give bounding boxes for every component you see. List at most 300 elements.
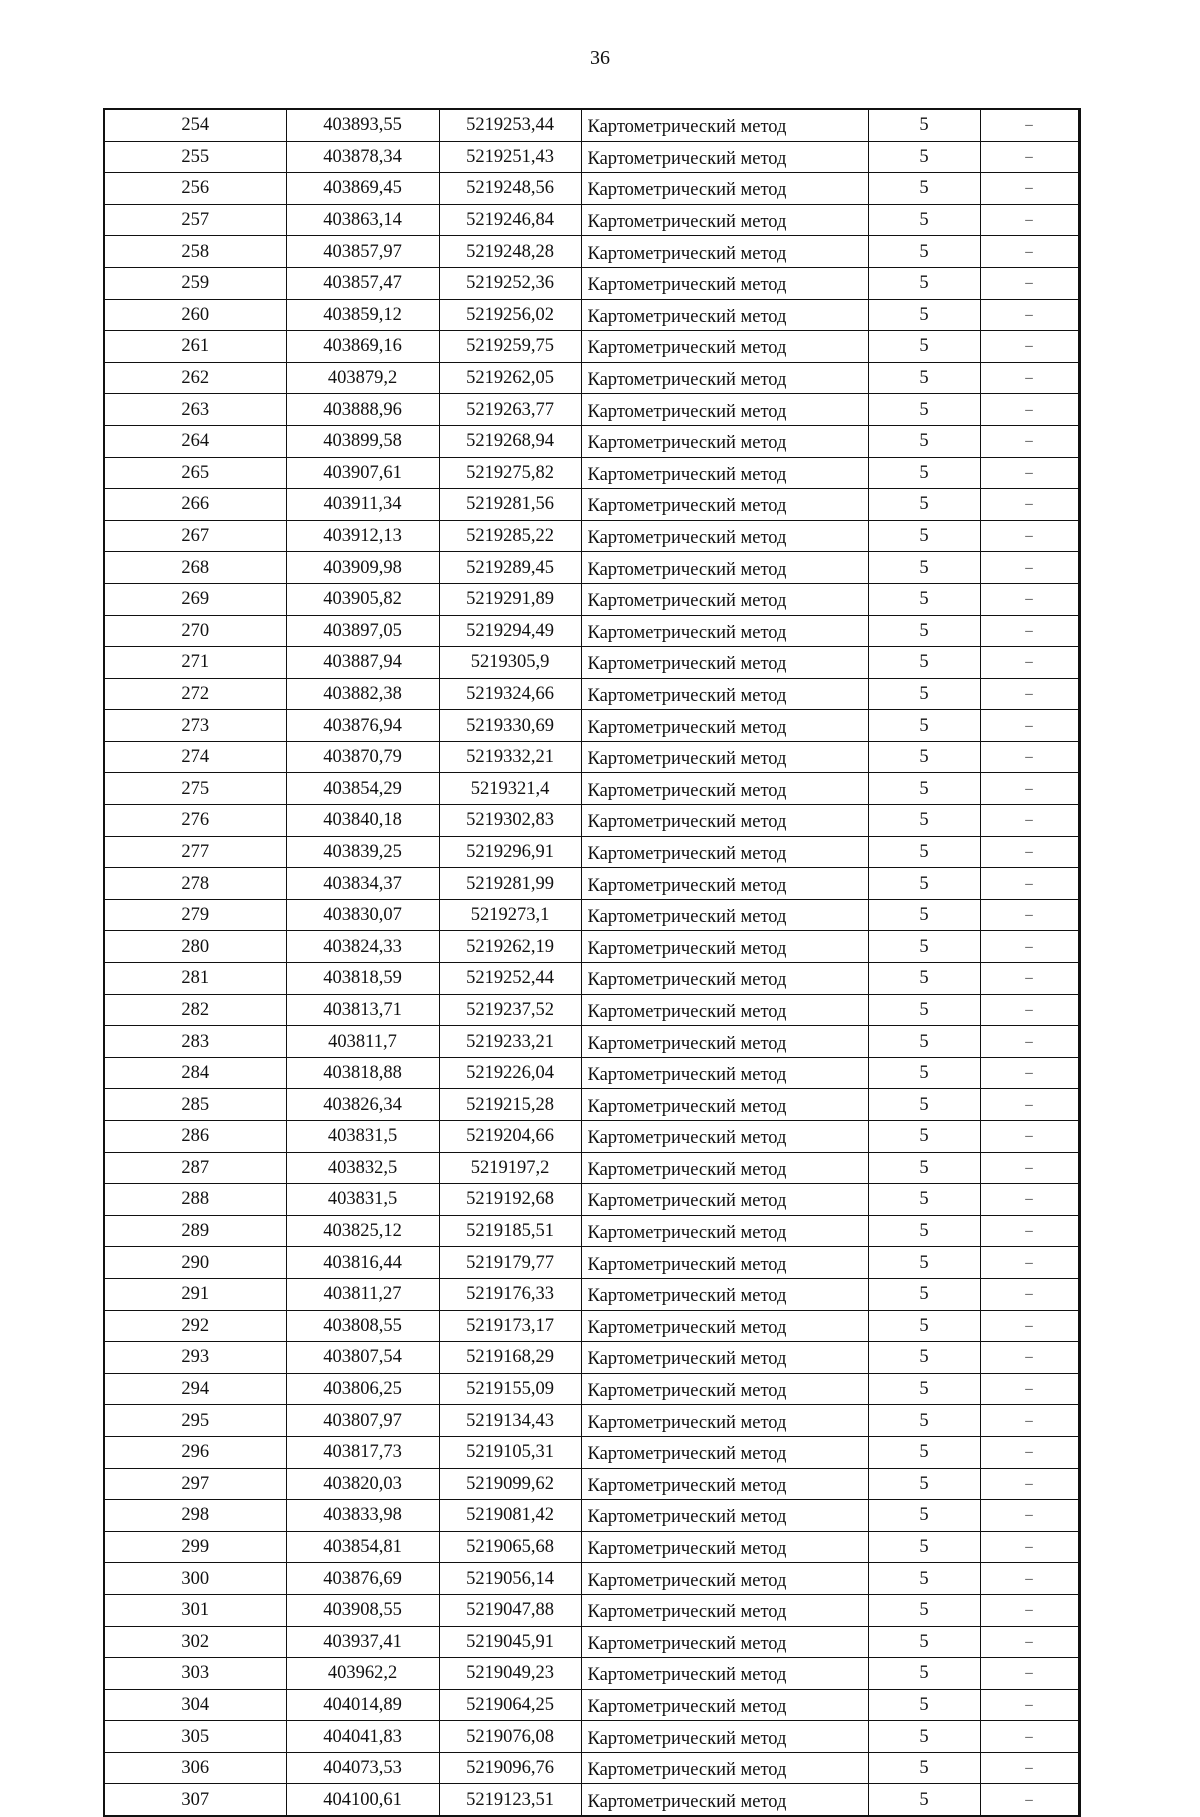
y-coordinate-cell: 5219324,66 [439, 678, 581, 710]
x-coordinate-cell: 403816,44 [286, 1247, 439, 1279]
x-coordinate-cell: 403876,69 [286, 1563, 439, 1595]
point-number-cell: 266 [104, 489, 286, 521]
accuracy-cell: 5 [868, 1152, 980, 1184]
x-coordinate-cell: 403831,5 [286, 1121, 439, 1153]
method-cell: Картометрический метод [581, 457, 868, 489]
accuracy-cell: 5 [868, 1531, 980, 1563]
accuracy-cell: 5 [868, 1436, 980, 1468]
x-coordinate-cell: 404100,61 [286, 1784, 439, 1816]
method-cell: Картометрический метод [581, 552, 868, 584]
y-coordinate-cell: 5219237,52 [439, 994, 581, 1026]
y-coordinate-cell: 5219056,14 [439, 1563, 581, 1595]
point-number-cell: 306 [104, 1752, 286, 1784]
x-coordinate-cell: 403807,54 [286, 1342, 439, 1374]
accuracy-cell: 5 [868, 299, 980, 331]
y-coordinate-cell: 5219155,09 [439, 1373, 581, 1405]
method-cell: Картометрический метод [581, 1689, 868, 1721]
dash-cell: – [980, 1721, 1079, 1753]
table-row [104, 805, 1079, 837]
method-cell: Картометрический метод [581, 1784, 868, 1816]
accuracy-cell: 5 [868, 1310, 980, 1342]
point-number-cell: 257 [104, 204, 286, 236]
y-coordinate-cell: 5219332,21 [439, 741, 581, 773]
y-coordinate-cell: 5219262,19 [439, 931, 581, 963]
accuracy-cell: 5 [868, 457, 980, 489]
point-number-cell: 294 [104, 1373, 286, 1405]
dash-cell: – [980, 1310, 1079, 1342]
y-coordinate-cell: 5219065,68 [439, 1531, 581, 1563]
y-coordinate-cell: 5219252,44 [439, 963, 581, 995]
point-number-cell: 258 [104, 236, 286, 268]
dash-cell: – [980, 931, 1079, 963]
point-number-cell: 282 [104, 994, 286, 1026]
table-row [104, 678, 1079, 710]
dash-cell: – [980, 1784, 1079, 1816]
dash-cell: – [980, 836, 1079, 868]
x-coordinate-cell: 403870,79 [286, 741, 439, 773]
method-cell: Картометрический метод [581, 710, 868, 742]
y-coordinate-cell: 5219192,68 [439, 1184, 581, 1216]
method-cell: Картометрический метод [581, 109, 868, 141]
accuracy-cell: 5 [868, 141, 980, 173]
table-row [104, 1752, 1079, 1784]
point-number-cell: 291 [104, 1278, 286, 1310]
x-coordinate-cell: 403839,25 [286, 836, 439, 868]
dash-cell: – [980, 552, 1079, 584]
y-coordinate-cell: 5219226,04 [439, 1057, 581, 1089]
page-number: 36 [590, 47, 610, 69]
accuracy-cell: 5 [868, 1057, 980, 1089]
accuracy-cell: 5 [868, 1689, 980, 1721]
dash-cell: – [980, 236, 1079, 268]
point-number-cell: 287 [104, 1152, 286, 1184]
table-row [104, 1721, 1079, 1753]
y-coordinate-cell: 5219275,82 [439, 457, 581, 489]
point-number-cell: 305 [104, 1721, 286, 1753]
method-cell: Картометрический метод [581, 1026, 868, 1058]
accuracy-cell: 5 [868, 741, 980, 773]
accuracy-cell: 5 [868, 678, 980, 710]
point-number-cell: 293 [104, 1342, 286, 1374]
accuracy-cell: 5 [868, 1278, 980, 1310]
table-row [104, 899, 1079, 931]
accuracy-cell: 5 [868, 1215, 980, 1247]
y-coordinate-cell: 5219321,4 [439, 773, 581, 805]
y-coordinate-cell: 5219330,69 [439, 710, 581, 742]
point-number-cell: 281 [104, 963, 286, 995]
y-coordinate-cell: 5219123,51 [439, 1784, 581, 1816]
point-number-cell: 276 [104, 805, 286, 837]
x-coordinate-cell: 403863,14 [286, 204, 439, 236]
x-coordinate-cell: 403909,98 [286, 552, 439, 584]
point-number-cell: 272 [104, 678, 286, 710]
dash-cell: – [980, 1594, 1079, 1626]
x-coordinate-cell: 403857,47 [286, 267, 439, 299]
point-number-cell: 259 [104, 267, 286, 299]
accuracy-cell: 5 [868, 931, 980, 963]
method-cell: Картометрический метод [581, 1468, 868, 1500]
point-number-cell: 262 [104, 362, 286, 394]
x-coordinate-cell: 403876,94 [286, 710, 439, 742]
point-number-cell: 265 [104, 457, 286, 489]
y-coordinate-cell: 5219281,56 [439, 489, 581, 521]
x-coordinate-cell: 403818,59 [286, 963, 439, 995]
x-coordinate-cell: 403831,5 [286, 1184, 439, 1216]
point-number-cell: 279 [104, 899, 286, 931]
accuracy-cell: 5 [868, 1247, 980, 1279]
accuracy-cell: 5 [868, 1721, 980, 1753]
accuracy-cell: 5 [868, 868, 980, 900]
accuracy-cell: 5 [868, 520, 980, 552]
accuracy-cell: 5 [868, 1405, 980, 1437]
y-coordinate-cell: 5219045,91 [439, 1626, 581, 1658]
y-coordinate-cell: 5219215,28 [439, 1089, 581, 1121]
table-row [104, 868, 1079, 900]
method-cell: Картометрический метод [581, 331, 868, 363]
table-row [104, 1594, 1079, 1626]
method-cell: Картометрический метод [581, 236, 868, 268]
point-number-cell: 284 [104, 1057, 286, 1089]
dash-cell: – [980, 899, 1079, 931]
accuracy-cell: 5 [868, 1500, 980, 1532]
accuracy-cell: 5 [868, 1342, 980, 1374]
dash-cell: – [980, 362, 1079, 394]
table-row [104, 1089, 1079, 1121]
table-row [104, 1500, 1079, 1532]
x-coordinate-cell: 404041,83 [286, 1721, 439, 1753]
y-coordinate-cell: 5219268,94 [439, 425, 581, 457]
dash-cell: – [980, 204, 1079, 236]
dash-cell: – [980, 425, 1079, 457]
table-row [104, 1468, 1079, 1500]
x-coordinate-cell: 403962,2 [286, 1658, 439, 1690]
point-number-cell: 274 [104, 741, 286, 773]
method-cell: Картометрический метод [581, 773, 868, 805]
table-row [104, 1215, 1079, 1247]
point-number-cell: 263 [104, 394, 286, 426]
point-number-cell: 278 [104, 868, 286, 900]
y-coordinate-cell: 5219248,56 [439, 173, 581, 205]
x-coordinate-cell: 403869,45 [286, 173, 439, 205]
coordinates-table [103, 108, 1081, 1817]
table-row [104, 1152, 1079, 1184]
y-coordinate-cell: 5219289,45 [439, 552, 581, 584]
dash-cell: – [980, 1658, 1079, 1690]
x-coordinate-cell: 403911,34 [286, 489, 439, 521]
dash-cell: – [980, 1468, 1079, 1500]
accuracy-cell: 5 [868, 1594, 980, 1626]
dash-cell: – [980, 1500, 1079, 1532]
method-cell: Картометрический метод [581, 173, 868, 205]
accuracy-cell: 5 [868, 1026, 980, 1058]
method-cell: Картометрический метод [581, 1215, 868, 1247]
y-coordinate-cell: 5219176,33 [439, 1278, 581, 1310]
accuracy-cell: 5 [868, 204, 980, 236]
method-cell: Картометрический метод [581, 1184, 868, 1216]
table-row [104, 1026, 1079, 1058]
table-row [104, 362, 1079, 394]
dash-cell: – [980, 173, 1079, 205]
x-coordinate-cell: 403869,16 [286, 331, 439, 363]
table-row [104, 1342, 1079, 1374]
table-row [104, 583, 1079, 615]
accuracy-cell: 5 [868, 552, 980, 584]
x-coordinate-cell: 403912,13 [286, 520, 439, 552]
method-cell: Картометрический метод [581, 1373, 868, 1405]
method-cell: Картометрический метод [581, 1342, 868, 1374]
dash-cell: – [980, 1278, 1079, 1310]
point-number-cell: 267 [104, 520, 286, 552]
x-coordinate-cell: 403907,61 [286, 457, 439, 489]
accuracy-cell: 5 [868, 1121, 980, 1153]
x-coordinate-cell: 403937,41 [286, 1626, 439, 1658]
table-row [104, 1531, 1079, 1563]
table-row [104, 457, 1079, 489]
accuracy-cell: 5 [868, 1373, 980, 1405]
method-cell: Картометрический метод [581, 836, 868, 868]
accuracy-cell: 5 [868, 773, 980, 805]
dash-cell: – [980, 805, 1079, 837]
accuracy-cell: 5 [868, 899, 980, 931]
table-row [104, 1278, 1079, 1310]
method-cell: Картометрический метод [581, 1626, 868, 1658]
method-cell: Картометрический метод [581, 931, 868, 963]
x-coordinate-cell: 404073,53 [286, 1752, 439, 1784]
table-row [104, 931, 1079, 963]
accuracy-cell: 5 [868, 267, 980, 299]
accuracy-cell: 5 [868, 1563, 980, 1595]
x-coordinate-cell: 403807,97 [286, 1405, 439, 1437]
dash-cell: – [980, 1405, 1079, 1437]
y-coordinate-cell: 5219263,77 [439, 394, 581, 426]
x-coordinate-cell: 403834,37 [286, 868, 439, 900]
point-number-cell: 260 [104, 299, 286, 331]
method-cell: Картометрический метод [581, 963, 868, 995]
point-number-cell: 295 [104, 1405, 286, 1437]
dash-cell: – [980, 1689, 1079, 1721]
point-number-cell: 264 [104, 425, 286, 457]
accuracy-cell: 5 [868, 173, 980, 205]
dash-cell: – [980, 741, 1079, 773]
method-cell: Картометрический метод [581, 647, 868, 679]
dash-cell: – [980, 963, 1079, 995]
dash-cell: – [980, 267, 1079, 299]
dash-cell: – [980, 1752, 1079, 1784]
x-coordinate-cell: 403806,25 [286, 1373, 439, 1405]
y-coordinate-cell: 5219294,49 [439, 615, 581, 647]
table-row [104, 1121, 1079, 1153]
y-coordinate-cell: 5219064,25 [439, 1689, 581, 1721]
table-row [104, 836, 1079, 868]
table-row [104, 425, 1079, 457]
accuracy-cell: 5 [868, 362, 980, 394]
y-coordinate-cell: 5219302,83 [439, 805, 581, 837]
point-number-cell: 283 [104, 1026, 286, 1058]
method-cell: Картометрический метод [581, 1405, 868, 1437]
dash-cell: – [980, 1531, 1079, 1563]
y-coordinate-cell: 5219296,91 [439, 836, 581, 868]
x-coordinate-cell: 403840,18 [286, 805, 439, 837]
x-coordinate-cell: 403824,33 [286, 931, 439, 963]
x-coordinate-cell: 403897,05 [286, 615, 439, 647]
table-row [104, 552, 1079, 584]
dash-cell: – [980, 1057, 1079, 1089]
table-row [104, 520, 1079, 552]
table-row [104, 1436, 1079, 1468]
y-coordinate-cell: 5219173,17 [439, 1310, 581, 1342]
table-row [104, 647, 1079, 679]
table-row [104, 710, 1079, 742]
point-number-cell: 299 [104, 1531, 286, 1563]
x-coordinate-cell: 404014,89 [286, 1689, 439, 1721]
y-coordinate-cell: 5219285,22 [439, 520, 581, 552]
dash-cell: – [980, 1026, 1079, 1058]
dash-cell: – [980, 1184, 1079, 1216]
point-number-cell: 290 [104, 1247, 286, 1279]
point-number-cell: 300 [104, 1563, 286, 1595]
dash-cell: – [980, 710, 1079, 742]
dash-cell: – [980, 1436, 1079, 1468]
point-number-cell: 285 [104, 1089, 286, 1121]
table-row [104, 994, 1079, 1026]
point-number-cell: 261 [104, 331, 286, 363]
dash-cell: – [980, 331, 1079, 363]
x-coordinate-cell: 403825,12 [286, 1215, 439, 1247]
x-coordinate-cell: 403833,98 [286, 1500, 439, 1532]
table-row [104, 1689, 1079, 1721]
dash-cell: – [980, 647, 1079, 679]
method-cell: Картометрический метод [581, 1121, 868, 1153]
accuracy-cell: 5 [868, 710, 980, 742]
accuracy-cell: 5 [868, 1784, 980, 1816]
method-cell: Картометрический метод [581, 362, 868, 394]
table-row [104, 1658, 1079, 1690]
point-number-cell: 255 [104, 141, 286, 173]
point-number-cell: 296 [104, 1436, 286, 1468]
method-cell: Картометрический метод [581, 805, 868, 837]
point-number-cell: 292 [104, 1310, 286, 1342]
table-row [104, 1310, 1079, 1342]
table-row [104, 1373, 1079, 1405]
point-number-cell: 256 [104, 173, 286, 205]
dash-cell: – [980, 520, 1079, 552]
method-cell: Картометрический метод [581, 1057, 868, 1089]
dash-cell: – [980, 1089, 1079, 1121]
point-number-cell: 297 [104, 1468, 286, 1500]
x-coordinate-cell: 403908,55 [286, 1594, 439, 1626]
method-cell: Картометрический метод [581, 1500, 868, 1532]
y-coordinate-cell: 5219273,1 [439, 899, 581, 931]
method-cell: Картометрический метод [581, 1247, 868, 1279]
accuracy-cell: 5 [868, 805, 980, 837]
x-coordinate-cell: 403905,82 [286, 583, 439, 615]
y-coordinate-cell: 5219197,2 [439, 1152, 581, 1184]
table-row [104, 236, 1079, 268]
point-number-cell: 304 [104, 1689, 286, 1721]
y-coordinate-cell: 5219096,76 [439, 1752, 581, 1784]
method-cell: Картометрический метод [581, 583, 868, 615]
table-row [104, 204, 1079, 236]
x-coordinate-cell: 403830,07 [286, 899, 439, 931]
x-coordinate-cell: 403826,34 [286, 1089, 439, 1121]
y-coordinate-cell: 5219305,9 [439, 647, 581, 679]
x-coordinate-cell: 403882,38 [286, 678, 439, 710]
accuracy-cell: 5 [868, 1658, 980, 1690]
x-coordinate-cell: 403887,94 [286, 647, 439, 679]
dash-cell: – [980, 583, 1079, 615]
y-coordinate-cell: 5219076,08 [439, 1721, 581, 1753]
table-row [104, 1563, 1079, 1595]
point-number-cell: 273 [104, 710, 286, 742]
x-coordinate-cell: 403808,55 [286, 1310, 439, 1342]
table-row [104, 741, 1079, 773]
y-coordinate-cell: 5219256,02 [439, 299, 581, 331]
dash-cell: – [980, 457, 1079, 489]
y-coordinate-cell: 5219099,62 [439, 1468, 581, 1500]
table-row [104, 1184, 1079, 1216]
y-coordinate-cell: 5219047,88 [439, 1594, 581, 1626]
table-row [104, 1405, 1079, 1437]
point-number-cell: 298 [104, 1500, 286, 1532]
dash-cell: – [980, 141, 1079, 173]
dash-cell: – [980, 1342, 1079, 1374]
y-coordinate-cell: 5219185,51 [439, 1215, 581, 1247]
table-row [104, 173, 1079, 205]
method-cell: Картометрический метод [581, 1531, 868, 1563]
point-number-cell: 277 [104, 836, 286, 868]
accuracy-cell: 5 [868, 583, 980, 615]
dash-cell: – [980, 394, 1079, 426]
method-cell: Картометрический метод [581, 1721, 868, 1753]
table-row [104, 489, 1079, 521]
x-coordinate-cell: 403859,12 [286, 299, 439, 331]
y-coordinate-cell: 5219105,31 [439, 1436, 581, 1468]
x-coordinate-cell: 403820,03 [286, 1468, 439, 1500]
x-coordinate-cell: 403854,29 [286, 773, 439, 805]
y-coordinate-cell: 5219281,99 [439, 868, 581, 900]
accuracy-cell: 5 [868, 963, 980, 995]
table-row [104, 1247, 1079, 1279]
table-row [104, 615, 1079, 647]
accuracy-cell: 5 [868, 331, 980, 363]
y-coordinate-cell: 5219168,29 [439, 1342, 581, 1374]
point-number-cell: 280 [104, 931, 286, 963]
x-coordinate-cell: 403893,55 [286, 109, 439, 141]
table-row [104, 299, 1079, 331]
point-number-cell: 254 [104, 109, 286, 141]
method-cell: Картометрический метод [581, 899, 868, 931]
accuracy-cell: 5 [868, 1626, 980, 1658]
y-coordinate-cell: 5219049,23 [439, 1658, 581, 1690]
point-number-cell: 269 [104, 583, 286, 615]
method-cell: Картометрический метод [581, 994, 868, 1026]
point-number-cell: 302 [104, 1626, 286, 1658]
method-cell: Картометрический метод [581, 299, 868, 331]
x-coordinate-cell: 403818,88 [286, 1057, 439, 1089]
method-cell: Картометрический метод [581, 394, 868, 426]
x-coordinate-cell: 403817,73 [286, 1436, 439, 1468]
accuracy-cell: 5 [868, 1089, 980, 1121]
y-coordinate-cell: 5219251,43 [439, 141, 581, 173]
accuracy-cell: 5 [868, 1184, 980, 1216]
dash-cell: – [980, 773, 1079, 805]
dash-cell: – [980, 489, 1079, 521]
y-coordinate-cell: 5219259,75 [439, 331, 581, 363]
accuracy-cell: 5 [868, 489, 980, 521]
dash-cell: – [980, 1152, 1079, 1184]
table-row [104, 267, 1079, 299]
point-number-cell: 288 [104, 1184, 286, 1216]
